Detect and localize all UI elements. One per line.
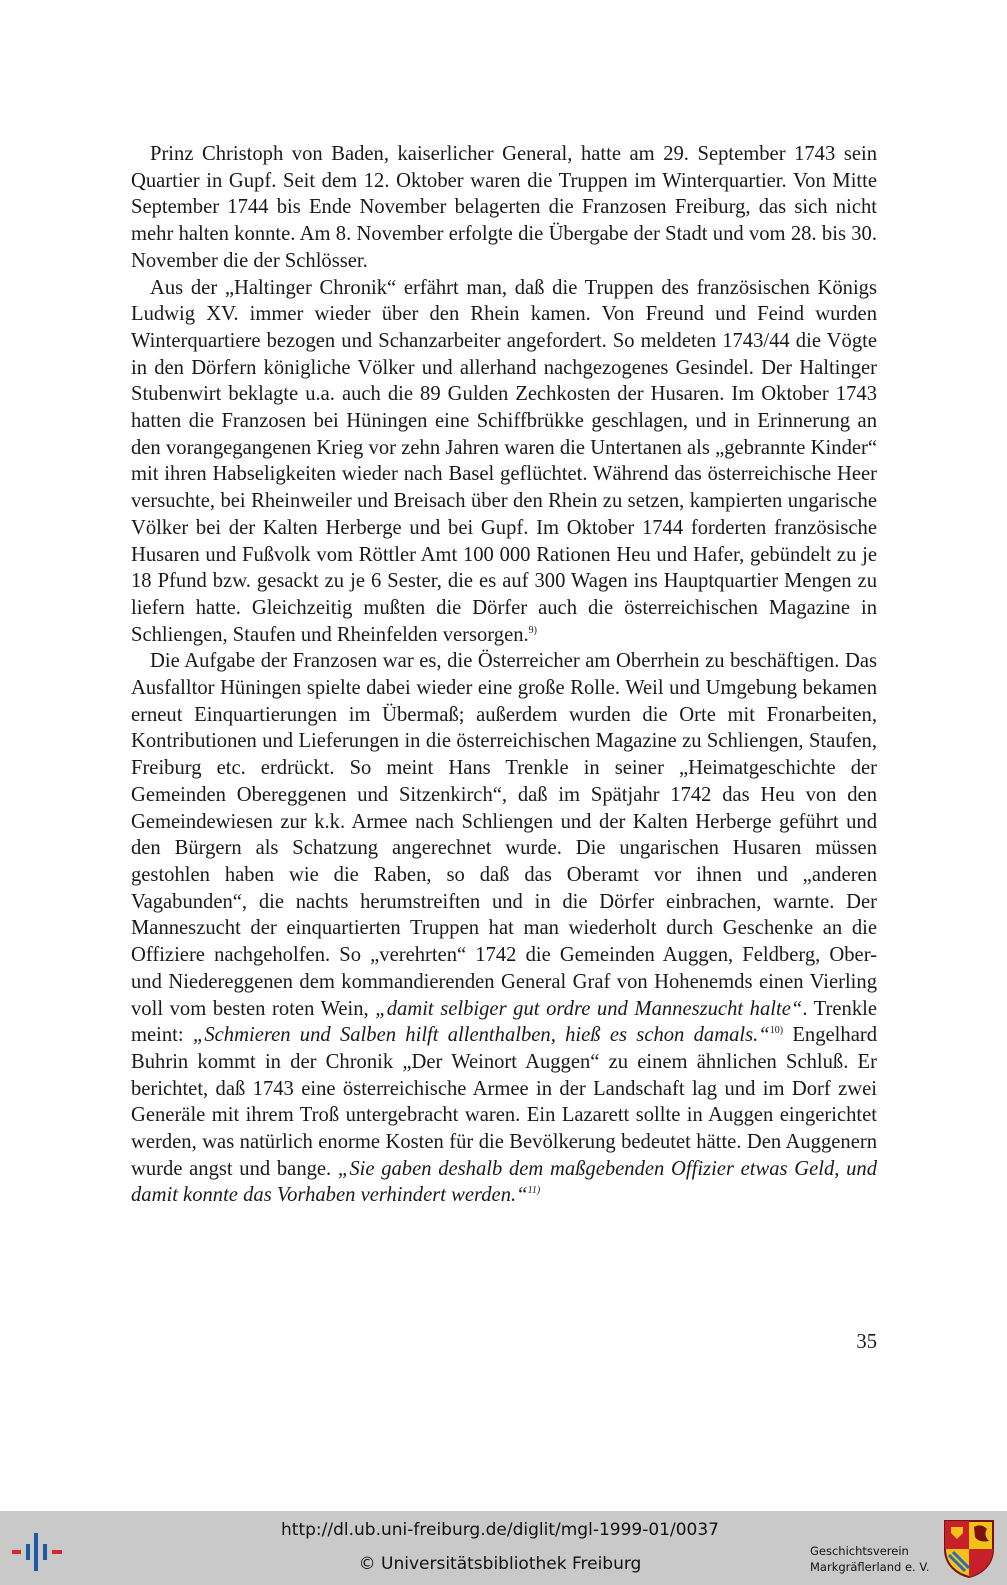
footer-bar: [0, 1511, 1007, 1585]
paragraph: [131, 275, 877, 649]
copyright-text: © Universitätsbibliothek Freiburg: [358, 1554, 642, 1574]
text-run: . Trenkle meint:: [131, 997, 877, 1047]
ub-freiburg-logo-icon: [12, 1531, 64, 1573]
source-url[interactable]: http://dl.ub.uni-freiburg.de/diglit/mgl-1999-01/0037: [281, 1520, 719, 1540]
body-text: [131, 141, 877, 1209]
text-run: Die Aufgabe der Franzosen war es, die Österreicher am Oberrhein zu beschäftigen. Das Ausfalltor Hüningen spielte dabei wieder eine große Rolle. Weil und Umgebung bekamen erneut Einquartierungen im Übermaß; außerdem wurden die Orte mit Fronarbeiten, Kontributionen und Lieferungen in die österreichischen Magazine zu Schliengen, Staufen, Freiburg etc. erdrückt. So meint Hans Trenkle in seiner „Heimatgeschichte der Gemeinden Obereggenen und Sitzenkirch“, daß im Spätjahr 1742 das Heu von den Gemeindewiesen zur k.k. Armee nach Schliengen und der Kalten Herberge geführt und den Bürgern als Schatzung angerechnet wurde. Die ungarischen Husaren müssen gestohlen haben wie die Raben, so daß das Oberamt vor ihnen und „anderen Vagabunden“, die nachts herumstreiften und in die Dörfer einbrachen, warnte. Der Manneszucht der einquartierten Truppen hat man wiederholt durch Geschenke an die Offiziere nachgeholfen. So „verehrten“ 1742 die Gemeinden Auggen, Feldberg, Ober- und Niedereggenen dem kommandierenden General Graf von Hohenemds einen Vierling voll vom besten roten Wein,: [131, 650, 877, 1020]
society-name-line1: Geschichtsverein: [810, 1544, 909, 1558]
quoted-text: „Schmieren und Salben hilft allenthalben, hieß es schon damals.“: [192, 1024, 770, 1047]
society-name-line2: Markgräflerland e. V.: [810, 1560, 930, 1574]
footnote-reference: 11): [527, 1185, 541, 1197]
paragraph: [131, 141, 877, 275]
footnote-reference: 10): [769, 1025, 784, 1037]
page-number: 35: [856, 1331, 877, 1353]
text-run: Prinz Christoph von Baden, kaiserlicher General, hatte am 29. September 1743 sein Quartier in Gupf. Seit dem 12. Oktober waren die Truppen im Winterquartier. Von Mitte September 1744 bis Ende November belagerten die Franzosen Freiburg, das sich nicht mehr halten konnte. Am 8. November erfolgte die Übergabe der Stadt und vom 28. bis 30. November die der Schlösser.: [131, 143, 877, 272]
quoted-text: „Sie gaben deshalb dem maßgebenden Offizier etwas Geld, und damit konnte das Vorhaben verhindert werden.“: [131, 1157, 877, 1207]
text-run: Aus der „Haltinger Chronik“ erfährt man, daß die Truppen des französischen Königs Ludwig XV. immer wieder über den Rhein kamen. Von Freund und Feind wurden Winterquartiere bezogen und Schanzarbeiter angefordert. So meldeten 1743/44 die Vögte in den Dörfern königliche Völker und allerhand nachgezogenes Gesindel. Der Haltinger Stubenwirt beklagte u.a. auch die 89 Gulden Zechkosten der Husaren. Im Oktober 1743 hatten die Franzosen bei Hüningen eine Schiffbrükke geschlagen, und in Erinnerung an den vorangegangenen Krieg vor zehn Jahren waren die Untertanen als „gebrannte Kinder“ mit ihren Habseligkeiten wieder nach Basel geflüchtet. Während das österreichische Heer versuchte, bei Rheinweiler und Breisach über den Rhein zu setzen, kampierten ungarische Völker bei der Kalten Herberge und bei Gupf. Im Oktober 1744 forderten französische Husaren und Fußvolk vom Röttler Amt 100 000 Rationen Heu und Hafer, gebündelt zu je 18 Pfund bzw. gesackt zu je 6 Sester, die es auf 300 Wagen ins Hauptquartier Mengen zu liefern hatte. Gleichzeitig mußten die Dörfer auch die österreichischen Magazine in Schliengen, Staufen und Rheinfelden versorgen.: [131, 276, 877, 646]
paragraph: [131, 648, 877, 1209]
footnote-reference: 9): [528, 624, 538, 636]
quoted-text: „damit selbiger gut ordre und Manneszucht halte“: [375, 997, 803, 1020]
coat-of-arms-icon: [943, 1519, 995, 1579]
society-name: [810, 1543, 940, 1575]
text-run: Engelhard Buhrin kommt in der Chronik „Der Weinort Auggen“ zu einem ähnlichen Schluß. Er berichtet, daß 1743 eine österreichische Armee in der Landschaft lag und im Dorf zwei Generäle mit ihrem Troß untergebracht waren. Ein Lazarett sollte in Auggen eingerichtet werden, was natürlich enorme Kosten für die Bevölkerung bedeutet hätte. Den Auggenern wurde angst und bange.: [131, 1024, 877, 1180]
